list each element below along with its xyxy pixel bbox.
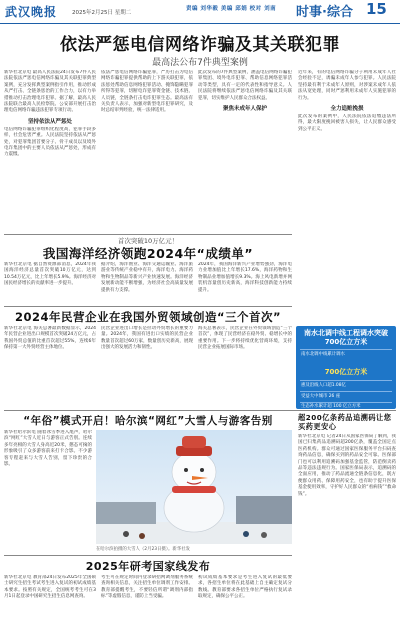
harbin-headline: “年俗”模式开启！哈尔滨“网红”大雪人与游客告别 <box>23 415 273 427</box>
exam-paragraph: 初试成绩基本要求是考生进入复试的最低要求，各招生单位将在此基础上自主确定复试分数线。教育部要求各招生单位严格执行复试录取规定，确保公平公正。 <box>198 575 292 600</box>
masthead <box>0 0 400 24</box>
exam-paragraph: 新华社北京电 教育部24日发布2025年全国硕士研究生招生考试考生进入复试的初试成绩基本要求。按照有关规定，全国统考考生可在3月1日起登录中国研究生招生信息网查询。 <box>4 575 96 600</box>
lead-headline: 依法严惩电信网络诈骗及其关联犯罪 <box>60 35 340 55</box>
lead-section-heading: 聚焦未成年人保护 <box>222 106 267 113</box>
infographic-line: 南水北调中线累计调水 <box>301 351 345 357</box>
trace-paragraph: 新华社北京电 记者24日从国家医保局了解到，我国已归集药品追溯码超200亿条，覆盖全国定点医药机构。群众可通过国家医保服务平台扫码查询药品信息，确保买到的药品安全可靠。医保部门也可以利用追溯码加强基金监管，防范倒卖药品等违法违规行为。国家医保局表示，追溯码的全面应用，推动了药品流通全链条信息化，既方便群众用药、保障用药安全，也有助于提升医保基金使用效率，守护好人民群众的“看病钱”“救命钱”。 <box>298 434 396 497</box>
divider <box>4 555 292 556</box>
trace-headline: 超200亿条药品追溯码让您买药更安心 <box>298 413 392 431</box>
lead-column-2 <box>101 70 193 232</box>
exam-headline: 2025年研考国家线发布 <box>85 560 211 573</box>
lead-column-1 <box>4 70 96 232</box>
ocean-column-3 <box>198 262 292 304</box>
ocean-paragraph: 据介绍，海洋渔业、海洋交通运输业、海洋旅游业等传统产业稳中有升，海洋电力、海洋药物和生物制品等新兴产业快速发展。海洋经济发展新动能不断增强，为经济社会高质量发展提供有力支撑。 <box>101 262 193 293</box>
ocean-paragraph: 2024年，我国海洋新兴产业增势强劲，海洋电力业增加值比上年增长17.6%，海洋药物和生物制品业增加值增长9.3%。海上风电新增并网装机容量创历史新高，海洋科技创新能力持续提升。 <box>198 262 292 293</box>
water-transfer-infographic <box>296 326 396 409</box>
gdi-column-3 <box>198 326 292 406</box>
lead-section-heading: 全力追赃挽损 <box>330 106 364 113</box>
divider <box>4 306 292 307</box>
lead-paragraph: 电信网络诈骗犯罪组织化程度高，犯罪手段多样，社会危害严重。人民法院坚持依法从严惩处，对犯罪集团首要分子、骨干成员以及境外电诈集团中的主要人员依法从严惩处，形成有力震慑。 <box>4 126 96 158</box>
infographic-highlight: 700亿立方米 <box>324 367 368 376</box>
lead-paragraph: 近年来，有的电信网络诈骗分子利用未成年人社会经验不足，诱骗未成年人参与犯罪。人民法院坚持最有利于未成年人原则，对涉案未成年人依法从宽处理，同时严惩利用未成年人实施犯罪的行为。 <box>298 70 396 101</box>
snowman-photo <box>96 430 292 544</box>
infographic-highlight-row <box>296 359 396 378</box>
lead-section-heading: 坚持依法从严惩处 <box>27 118 72 125</box>
issue-date: 2025年2月25日 星期二 <box>72 10 132 16</box>
infographic-line: 受益大中城市 26 座 <box>301 393 341 399</box>
gdi-paragraph: 海关总署表示，民营企业在外贸领域创造“三个首次”，体现了民营经济在稳外贸、稳增长中的重要作用。下一步将持续优化营商环境，支持民营企业拓展国际市场。 <box>198 326 292 351</box>
snowman-photo-illustration <box>96 430 292 544</box>
gdi-paragraph: 民营企业进出口增长是拉动外贸增长的重要力量。2024年，我国有进出口实绩的民营企业数量首次超过60万家，数量创历史新高，展现出强大的发展活力和韧性。 <box>101 326 193 351</box>
trace-body <box>298 434 396 622</box>
editor-credits: 责编 刘华毅 美编 邱娟 校对 刘南 <box>186 6 277 12</box>
divider <box>300 391 392 392</box>
harbin-body <box>4 430 92 552</box>
lead-paragraph: 此次发布的案例中，人民法院依法追缴违法所得，最大限度挽回被害人损失，让人民群众感受到公平正义。 <box>298 114 396 132</box>
infographic-line: 生态补水累计超 100 亿立方米 <box>301 404 361 409</box>
lead-subhead: 最高法公布7件典型案例 <box>152 58 248 68</box>
lead-paragraph: 新华社北京电 最高人民法院24日发布7件人民法院依法严惩电信网络诈骗及其关联犯罪典型案例，充分发挥典型案例指引作用，推动形成从严打击、全链条惩治的工作合力，以有力举措推动打击治理电诈犯罪。据了解，最高人民法院联合最高人民检察院、公安部开展打击治理电信网络诈骗违法犯罪专项行动。 <box>4 70 96 114</box>
ocean-column-1 <box>4 262 96 304</box>
ocean-column-2 <box>101 262 193 304</box>
exam-column-3 <box>198 575 292 623</box>
page-number: 15 <box>366 0 387 18</box>
ocean-kicker: 首次突破10万亿元！ <box>117 237 179 245</box>
divider <box>300 349 392 350</box>
section-title: 时事·综合 <box>296 5 353 20</box>
ocean-paragraph: 新华社北京电 据自然资源部消息，2024年我国海洋经济总量首次突破10万亿元，达到10.54万亿元，比上年增长5.9%。海洋经济对国民经济增长的贡献率进一步提升。 <box>4 262 96 287</box>
infographic-title: 南水北调中线工程调水突破700亿立方米 <box>304 329 388 346</box>
lead-paragraph: 此次发布的7件典型案例，涵盖电信网络诈骗犯罪集团、境外电诈犯罪、帮助信息网络犯罪活动等类型，具有一定的代表性和指导意义。人民法院将继续依法严惩电信网络诈骗及其关联犯罪，切实维护人民群众合法权益。 <box>198 70 292 101</box>
gdi-headline: 2024年民营企业在我国外贸领域创造“三个首次” <box>14 310 282 324</box>
exam-column-1 <box>4 575 96 623</box>
divider <box>4 234 292 235</box>
infographic-line: 惠及沿线人口超1.08亿 <box>301 383 346 388</box>
lead-column-4 <box>298 70 396 232</box>
gdi-column-1 <box>4 326 96 406</box>
gdi-column-2 <box>101 326 193 406</box>
divider <box>300 402 392 403</box>
lead-column-3 <box>198 70 292 232</box>
lead-paragraph: 依法严惩电信网络诈骗犯罪，严厉打击为电信网络诈骗犯罪提供帮助的上下游关联犯罪，依法惩处帮助信息网络犯罪活动、掩饰隐瞒犯罪所得等犯罪，切断电诈犯罪资金链、技术链、人员链，全链条打击电诈犯罪生态。最高法有关负责人表示，加强对新型电诈犯罪研究，及时总结审判经验，统一法律适用。 <box>101 70 193 114</box>
divider <box>4 410 396 411</box>
exam-column-2 <box>101 575 193 623</box>
ocean-headline: 我国海洋经济领跑2024年“成绩单” <box>42 246 254 261</box>
newspaper-logo: 武汉晚报 <box>5 5 58 19</box>
exam-paragraph: 考生可在规定时间内登录研招网调剂服务系统查询相关信息，关注招生单位调剂工作安排。教育部提醒考生，不要轻信所谓“调剂内部指标”等虚假信息，谨防上当受骗。 <box>101 575 193 600</box>
gdi-paragraph: 新华社北京电 海关总署最新数据显示，2024年民营企业进出口规模首次突破24万亿元，占我国外贸总值的比重首次超过55%，连续6年保持第一大外贸经营主体地位。 <box>4 326 96 351</box>
photo-caption: 在哈尔滨拍摄的大雪人（2月23日摄）。新华社发 <box>96 547 190 552</box>
harbin-paragraph: 新华社哈尔滨电 随着冰雪季进入尾声，哈尔滨“网红”大雪人近日与游客正式告别。连续多年亮相的大雪人身高近20米，憨态可掬的形象吸引了众多游客前来打卡合影。不少游客专程赶来与大雪人告别，留下珍贵的合影。 <box>4 430 92 468</box>
divider <box>300 380 392 381</box>
